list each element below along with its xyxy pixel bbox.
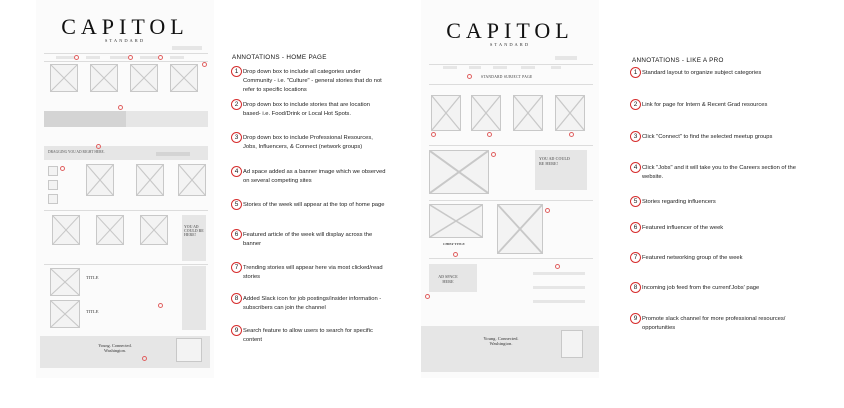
category-image[interactable] bbox=[471, 95, 501, 131]
annotation-number: 6 bbox=[630, 222, 641, 233]
annotation-text: Promote slack channel for more professional resources/ opportunities bbox=[642, 316, 786, 331]
story-image[interactable] bbox=[136, 164, 164, 196]
annotation-item bbox=[630, 224, 798, 233]
annotation-number: 6 bbox=[231, 229, 242, 240]
marker-7 bbox=[60, 166, 65, 171]
footer-image[interactable] bbox=[561, 330, 583, 358]
annotation-number: 9 bbox=[231, 325, 242, 336]
divider bbox=[429, 200, 593, 201]
annotation-number: 3 bbox=[630, 131, 641, 142]
article-title: TITLE bbox=[86, 309, 99, 314]
nav-item[interactable] bbox=[469, 66, 481, 69]
story-image[interactable] bbox=[140, 215, 168, 245]
job-feed-row[interactable] bbox=[533, 272, 585, 275]
story-image[interactable] bbox=[130, 64, 158, 92]
annotation-text: Featured article of the week will display across the banner bbox=[243, 232, 373, 247]
annotation-number: 2 bbox=[630, 99, 641, 110]
footer-image[interactable] bbox=[176, 338, 202, 362]
category-image[interactable] bbox=[513, 95, 543, 131]
footer-tagline: Young. Connected. Washington. bbox=[483, 336, 519, 346]
home-wireframe bbox=[36, 0, 214, 378]
network-image[interactable] bbox=[497, 204, 543, 254]
trending-image[interactable] bbox=[48, 180, 58, 190]
job-feed-row[interactable] bbox=[533, 286, 585, 289]
annotation-number: 8 bbox=[630, 282, 641, 293]
pro-wireframe bbox=[421, 0, 599, 378]
home-logo-sub: STANDARD bbox=[104, 38, 146, 43]
marker-6 bbox=[453, 252, 458, 257]
pro-annotations-title: ANNOTATIONS - LIKE A PRO bbox=[632, 57, 724, 64]
annotation-number: 4 bbox=[630, 162, 641, 173]
annotation-number: 1 bbox=[231, 66, 242, 77]
marker-9 bbox=[425, 294, 430, 299]
article-image[interactable] bbox=[50, 268, 80, 296]
divider bbox=[44, 264, 208, 265]
annotation-item bbox=[231, 168, 387, 186]
divider bbox=[429, 84, 593, 85]
annotation-text: Drop down box to include Professional Resources, Jobs, Influencers, & Connect (network groups) bbox=[243, 135, 373, 150]
ad-text: YOU AD COULD BE HERE! bbox=[539, 156, 570, 166]
annotation-number: 7 bbox=[630, 252, 641, 263]
annotation-text: Search feature to allow users to search for specific content bbox=[243, 328, 373, 343]
annotation-text: Standard layout to organize subject categories bbox=[642, 70, 762, 76]
marker-3 bbox=[487, 132, 492, 137]
nav-item[interactable] bbox=[140, 56, 158, 59]
marker-6 bbox=[96, 144, 101, 149]
category-image[interactable] bbox=[555, 95, 585, 131]
marker-2 bbox=[431, 132, 436, 137]
marker-1 bbox=[467, 74, 472, 79]
annotation-text: Ad space added as a banner image which we observed on several competing sites bbox=[243, 169, 386, 184]
marker-5 bbox=[491, 152, 496, 157]
job-feed-row[interactable] bbox=[533, 300, 585, 303]
annotation-item bbox=[630, 284, 798, 293]
home-logo: CAPITOL bbox=[61, 14, 189, 39]
marker-1 bbox=[74, 55, 79, 60]
annotation-text: Click "Connect" to find the selected meetup groups bbox=[642, 134, 773, 140]
home-annotations-title: ANNOTATIONS - HOME PAGE bbox=[232, 54, 327, 61]
nav-item[interactable] bbox=[170, 56, 184, 59]
annotation-text: Featured influencer of the week bbox=[642, 225, 724, 231]
annotation-number: 3 bbox=[231, 132, 242, 143]
nav-item[interactable] bbox=[551, 66, 561, 69]
divider bbox=[44, 53, 208, 54]
featured-ad-text: DRAGGING YOU AD RIGHT HERE. bbox=[48, 150, 105, 154]
story-image[interactable] bbox=[86, 164, 114, 196]
annotation-item bbox=[231, 201, 387, 210]
annotation-item bbox=[231, 231, 387, 249]
category-image[interactable] bbox=[431, 95, 461, 131]
annotation-item bbox=[231, 295, 387, 313]
side-ad[interactable] bbox=[182, 215, 206, 261]
story-image[interactable] bbox=[50, 64, 78, 92]
featured-influencer-image[interactable] bbox=[429, 204, 483, 238]
story-image[interactable] bbox=[52, 215, 80, 245]
annotation-text: Trending stories will appear here via most clicked/read stories bbox=[243, 265, 383, 280]
trending-image[interactable] bbox=[48, 194, 58, 204]
divider bbox=[429, 145, 593, 146]
nav-item[interactable] bbox=[110, 56, 128, 59]
marker-7 bbox=[545, 208, 550, 213]
marker-5 bbox=[202, 62, 207, 67]
annotation-text: Incoming job feed from the current'Jobs' page bbox=[642, 285, 760, 291]
annotation-item bbox=[630, 254, 798, 263]
annotation-number: 9 bbox=[630, 313, 641, 324]
banner-ad[interactable] bbox=[126, 111, 208, 127]
featured-name: CHIEF TITLE bbox=[443, 242, 465, 246]
nav-item[interactable] bbox=[521, 66, 535, 69]
subject-header: STANDARD SUBJECT PAGE bbox=[481, 75, 533, 79]
annotation-text: Click "Jobs" and it will take you to the Careers section of the website. bbox=[642, 165, 796, 180]
side-block bbox=[182, 266, 206, 330]
footer-tagline: Young. Connected. Washington. bbox=[98, 343, 132, 353]
annotation-text: Drop down box to include stories that are location based- i.e. Food/Drink or Local Hot Spots. bbox=[243, 102, 370, 117]
annotation-item bbox=[630, 69, 798, 78]
annotation-item bbox=[231, 327, 387, 345]
divider bbox=[429, 258, 593, 259]
marker-3 bbox=[158, 55, 163, 60]
pro-search-box[interactable] bbox=[555, 56, 577, 60]
pro-logo: CAPITOL bbox=[446, 18, 574, 43]
divider bbox=[429, 64, 593, 65]
annotation-text: Added Slack icon for job postings/insider information - subscribers can join the channel bbox=[243, 296, 382, 311]
story-image[interactable] bbox=[96, 215, 124, 245]
nav-item[interactable] bbox=[443, 66, 457, 69]
divider bbox=[44, 210, 208, 211]
annotation-item bbox=[231, 101, 387, 119]
article-title: TITLE bbox=[86, 275, 99, 280]
annotation-number: 2 bbox=[231, 99, 242, 110]
annotation-number: 5 bbox=[630, 196, 641, 207]
annotation-number: 7 bbox=[231, 262, 242, 273]
marker-4 bbox=[569, 132, 574, 137]
article-image[interactable] bbox=[50, 300, 80, 328]
pro-logo-sub: STANDARD bbox=[489, 42, 531, 47]
annotation-item bbox=[630, 133, 798, 142]
home-search-box[interactable] bbox=[172, 46, 202, 50]
story-image[interactable] bbox=[90, 64, 118, 92]
annotation-text: Drop down box to include all categories under Community - i.e. "Culture" - general stories that do not refer to specific locations bbox=[243, 69, 382, 93]
annotation-item bbox=[630, 198, 798, 207]
marker-9 bbox=[142, 356, 147, 361]
annotation-number: 1 bbox=[630, 67, 641, 78]
annotation-text: Link for page for Intern & Recent Grad resources bbox=[642, 102, 768, 108]
annotation-item bbox=[231, 264, 387, 282]
side-ad-text: YOU AD COULD BE HERE! bbox=[184, 225, 204, 237]
story-image[interactable] bbox=[170, 64, 198, 92]
marker-2 bbox=[128, 55, 133, 60]
influencer-image[interactable] bbox=[429, 150, 489, 194]
annotation-number: 5 bbox=[231, 199, 242, 210]
annotation-number: 8 bbox=[231, 293, 242, 304]
ad-space-text: AD SPACE HERE bbox=[438, 274, 458, 284]
marker-8 bbox=[555, 264, 560, 269]
nav-item[interactable] bbox=[86, 56, 100, 59]
featured-button[interactable] bbox=[156, 152, 190, 156]
marker-4 bbox=[118, 105, 123, 110]
annotation-item bbox=[630, 315, 798, 333]
annotation-item bbox=[231, 134, 387, 152]
annotation-text: Featured networking group of the week bbox=[642, 255, 743, 261]
banner-ad[interactable] bbox=[44, 111, 126, 127]
annotation-number: 4 bbox=[231, 166, 242, 177]
divider bbox=[44, 61, 208, 62]
annotation-item bbox=[231, 68, 387, 94]
nav-item[interactable] bbox=[493, 66, 507, 69]
annotation-item bbox=[630, 101, 798, 110]
annotation-item bbox=[630, 164, 798, 182]
marker-8 bbox=[158, 303, 163, 308]
story-image[interactable] bbox=[178, 164, 206, 196]
nav-item[interactable] bbox=[56, 56, 74, 59]
trending-image[interactable] bbox=[48, 166, 58, 176]
annotation-text: Stories of the week will appear at the top of home page bbox=[243, 202, 385, 208]
annotation-text: Stories regarding influencers bbox=[642, 199, 716, 205]
